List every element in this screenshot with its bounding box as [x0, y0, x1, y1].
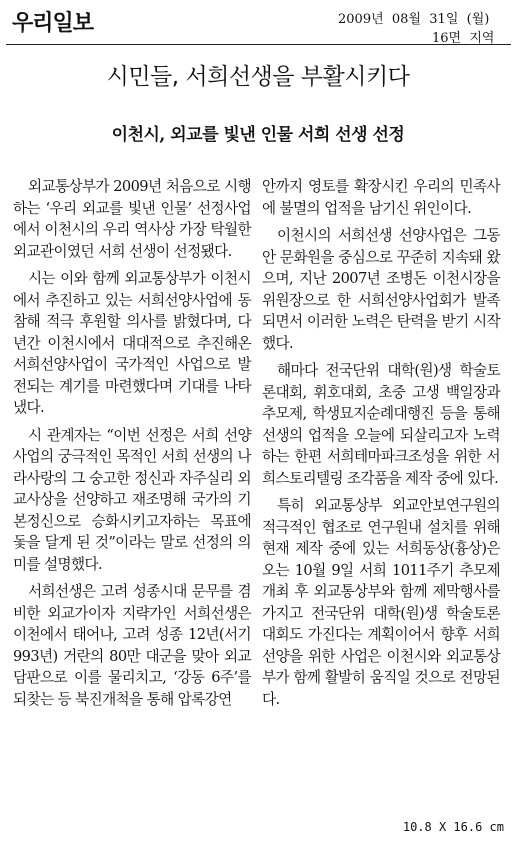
paragraph: 시는 이와 함께 외교통상부가 이천시에서 추진하고 있는 서희선양사업에 동참해 적극 후원할 의사를 밝혔다며, 다년간 이천시에서 대대적으로 추진해온 서희선양사업이 국가적인 사업으로 발전되는 계기를 마련했다며 기대를 나타냈다. [13, 270, 251, 416]
publication-date: 2009년 08월 31일 (월) [338, 12, 490, 27]
paragraph: 특히 외교통상부 외교안보연구원의 적극적인 협조로 연구원내 설치를 위해 현재 제작 중에 있는 서희동상(흉상)은 오는 10월 9일 서희 1011주기 추모제 개최 후 외교통상부와 함께 제막행사를 가지고 전국단위 대학(원)생 학술토론대회도 가진다는 계획이어서 향후 서희 선양을 위한 사업은 이천시와 외교통상부가 함께 활발히 움직일 것으로 전망된다. [262, 497, 500, 708]
header-divider [6, 44, 511, 45]
paragraph: 이천시의 서희선생 선양사업은 그동안 문화원을 중심으로 꾸준히 지속돼 왔으며, 지난 2007년 조병돈 이천시장을 위원장으로 한 서희선양사업회가 발족되면서 이러한 노력은 탄력을 받기 시작했다. [262, 227, 500, 352]
clipping-size-note: 10.8 X 16.6 cm [402, 820, 504, 834]
paragraph: 서희선생은 고려 성종시대 문무를 겸비한 외교가이자 지략가인 서희선생은 이천에서 태어나, 고려 성종 12년(서기 993년) 거란의 80만 대군을 맞아 외교담판으로 이를 물리치고, ‘강동 6주’를 되찾는 등 북진개척을 통해 압록강연 [13, 583, 251, 708]
paragraph-continued: 안까지 영토를 확장시킨 우리의 민족사에 불멸의 업적을 남기신 위인이다. [262, 178, 500, 217]
article-subheadline: 이천시, 외교를 빛낸 인물 서희 선생 선정 [111, 125, 405, 145]
article-headline: 시민들, 서희선생을 부활시키다 [106, 64, 410, 90]
page-section-info: 16면 지역 [432, 31, 495, 46]
paragraph: 해마다 전국단위 대학(원)생 학술토론대회, 휘호대회, 초중 고생 백일장과 추모제, 학생묘지순례대행진 등을 통해 선생의 업적을 오늘에 되살리고자 노력하는 한편 서희테마파크조성을 위한 서희스토리텔링 조각품을 제작 중에 있다. [262, 362, 500, 487]
article-column-right [262, 176, 500, 716]
paragraph: 외교통상부가 2009년 처음으로 시행하는 ‘우리 외교를 빛낸 인물’ 선정사업에서 이천시의 우리 역사상 가장 탁월한 외교관이였던 서희 선생이 선정됐다. [13, 178, 251, 260]
paragraph: 시 관계자는 “이번 선정은 서희 선양사업의 궁극적인 목적인 서희 선생의 나라사랑의 그 숭고한 정신과 자주실리 외교사상을 선양하고 재조명해 국가의 기본정신으로 승화시키고자하는 목표에 돛을 달게 된 것”이라는 말로 선정의 의미를 설명했다. [13, 426, 251, 573]
article-column-left [13, 176, 251, 716]
newspaper-masthead: 우리일보 [12, 11, 94, 36]
